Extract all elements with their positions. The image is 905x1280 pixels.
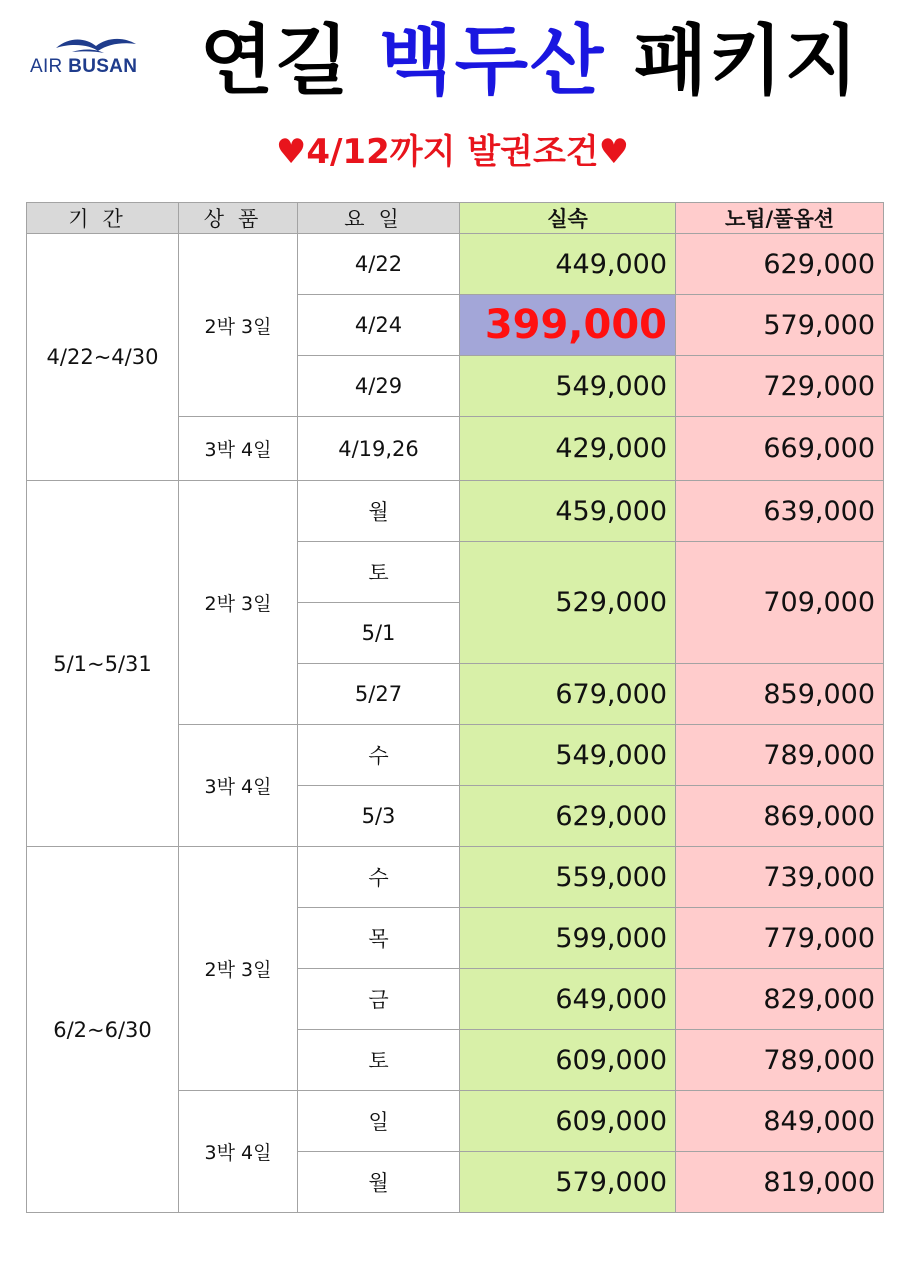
basic-price-cell: 449,000 <box>460 234 676 295</box>
product-cell: 2박 3일 <box>179 481 298 725</box>
basic-price-cell: 599,000 <box>460 908 676 969</box>
basic-price-cell: 559,000 <box>460 847 676 908</box>
day-cell: 금 <box>298 969 460 1030</box>
basic-price-cell: 629,000 <box>460 786 676 847</box>
premium-price-cell: 859,000 <box>676 664 884 725</box>
header-day: 요일 <box>298 203 460 234</box>
page-title <box>180 6 880 116</box>
day-cell: 4/24 <box>298 295 460 356</box>
premium-price-cell: 789,000 <box>676 1030 884 1091</box>
table-row <box>27 847 884 908</box>
premium-price-cell: 779,000 <box>676 908 884 969</box>
day-cell: 토 <box>298 1030 460 1091</box>
header-period: 기간 <box>27 203 179 234</box>
premium-price-cell: 629,000 <box>676 234 884 295</box>
title-part-1: 연길 <box>199 16 351 105</box>
header-premium: 노팁/풀옵션 <box>676 203 884 234</box>
promo-price-cell: 399,000 <box>460 295 676 356</box>
basic-price-cell: 459,000 <box>460 481 676 542</box>
day-cell: 목 <box>298 908 460 969</box>
ticketing-condition: ♥4/12까지 발권조건♥ <box>275 132 630 172</box>
day-cell: 일 <box>298 1091 460 1152</box>
product-cell: 3박 4일 <box>179 417 298 481</box>
premium-price-cell: 819,000 <box>676 1152 884 1213</box>
premium-price-cell: 849,000 <box>676 1091 884 1152</box>
day-cell: 수 <box>298 847 460 908</box>
basic-price-cell: 549,000 <box>460 725 676 786</box>
day-cell: 월 <box>298 481 460 542</box>
day-cell: 토 <box>298 542 460 603</box>
day-cell: 4/22 <box>298 234 460 295</box>
product-cell: 2박 3일 <box>179 234 298 417</box>
premium-price-cell: 579,000 <box>676 295 884 356</box>
day-cell: 4/29 <box>298 356 460 417</box>
air-busan-logo <box>30 34 140 78</box>
period-cell: 4/22~4/30 <box>27 234 179 481</box>
logo-wordmark <box>30 56 137 78</box>
basic-price-cell: 609,000 <box>460 1091 676 1152</box>
premium-price-cell: 829,000 <box>676 969 884 1030</box>
basic-price-cell: 649,000 <box>460 969 676 1030</box>
title-part-3: 패키지 <box>633 16 861 105</box>
header-basic: 실속 <box>460 203 676 234</box>
day-cell: 5/3 <box>298 786 460 847</box>
price-table <box>26 202 884 1213</box>
seagull-logo-icon <box>52 34 138 56</box>
day-cell: 월 <box>298 1152 460 1213</box>
premium-price-cell: 869,000 <box>676 786 884 847</box>
table-row <box>27 234 884 295</box>
product-cell: 3박 4일 <box>179 1091 298 1213</box>
logo-air: AIR <box>30 56 63 77</box>
basic-price-cell: 679,000 <box>460 664 676 725</box>
basic-price-cell: 579,000 <box>460 1152 676 1213</box>
premium-price-cell: 789,000 <box>676 725 884 786</box>
premium-price-cell: 639,000 <box>676 481 884 542</box>
day-cell: 수 <box>298 725 460 786</box>
product-cell: 3박 4일 <box>179 725 298 847</box>
period-cell: 5/1~5/31 <box>27 481 179 847</box>
day-cell: 5/1 <box>298 603 460 664</box>
basic-price-cell: 429,000 <box>460 417 676 481</box>
table-row <box>27 481 884 542</box>
header-product: 상품 <box>179 203 298 234</box>
premium-price-cell: 669,000 <box>676 417 884 481</box>
period-cell: 6/2~6/30 <box>27 847 179 1213</box>
title-part-2: 백두산 <box>379 16 606 105</box>
basic-price-cell: 609,000 <box>460 1030 676 1091</box>
premium-price-cell: 709,000 <box>676 542 884 664</box>
day-cell: 4/19,26 <box>298 417 460 481</box>
table-header-row <box>27 203 884 234</box>
product-cell: 2박 3일 <box>179 847 298 1091</box>
premium-price-cell: 739,000 <box>676 847 884 908</box>
premium-price-cell: 729,000 <box>676 356 884 417</box>
basic-price-cell: 529,000 <box>460 542 676 664</box>
day-cell: 5/27 <box>298 664 460 725</box>
logo-busan: BUSAN <box>68 56 138 77</box>
basic-price-cell: 549,000 <box>460 356 676 417</box>
